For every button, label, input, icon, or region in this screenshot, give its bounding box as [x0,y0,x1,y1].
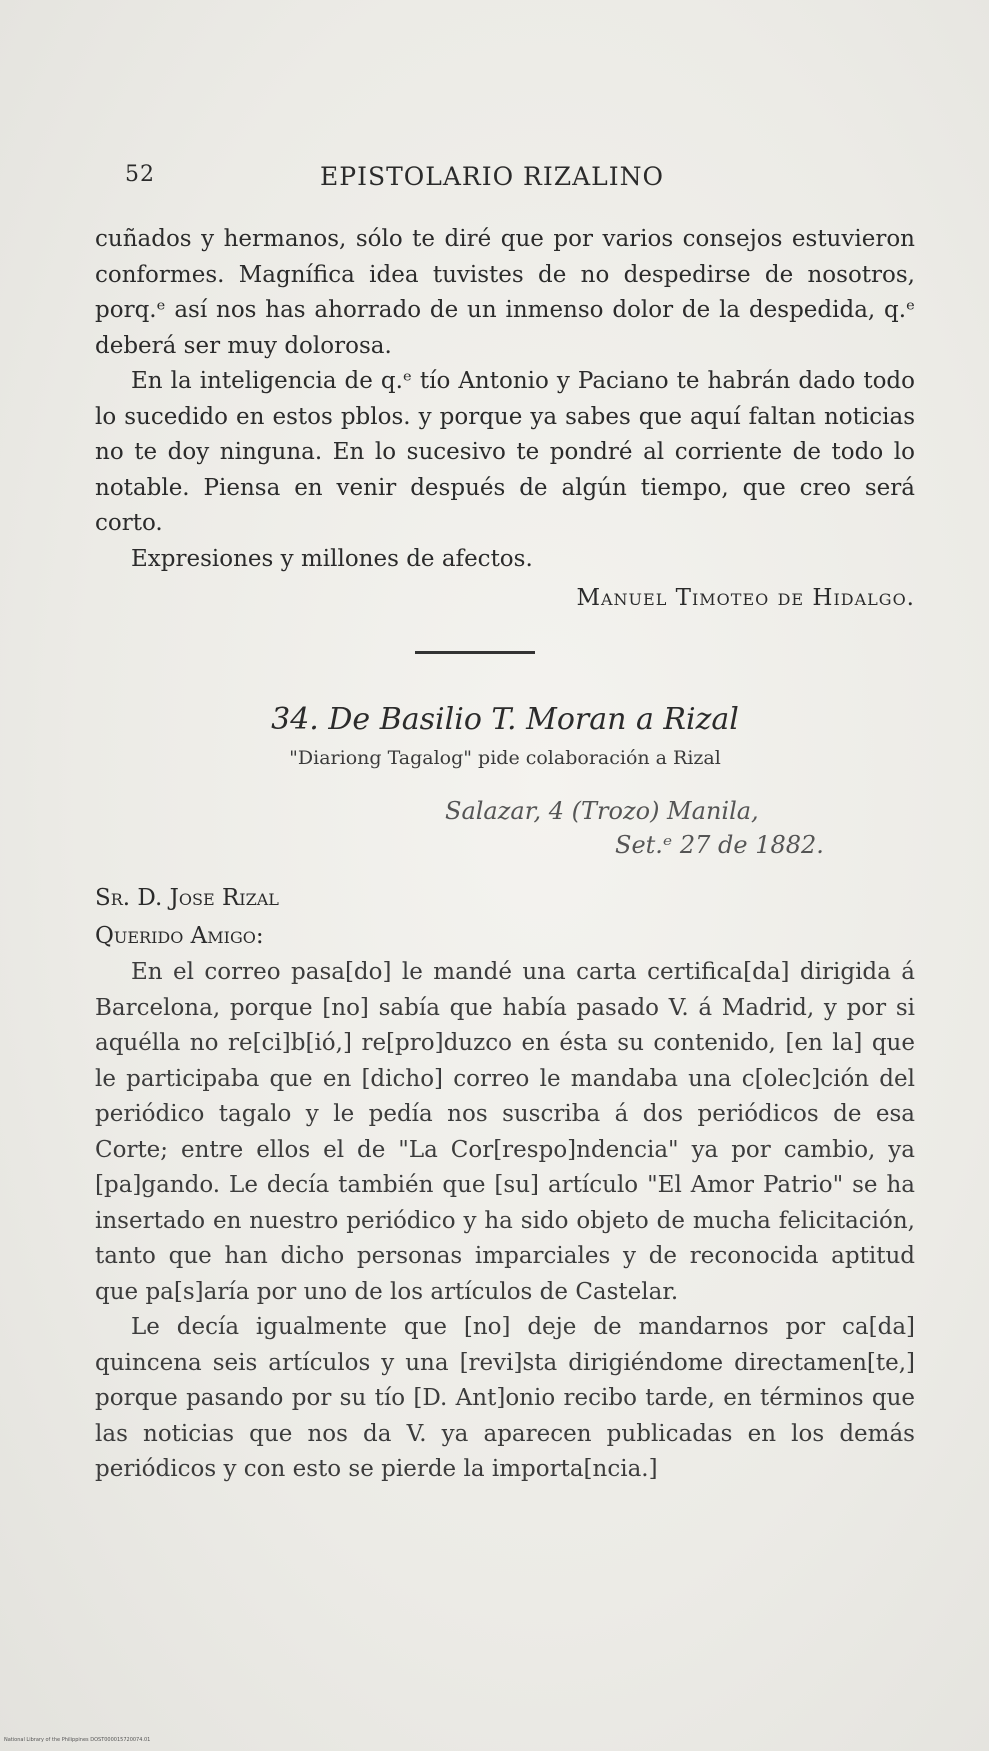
section-divider [415,651,535,654]
paragraph: En el correo pasa[do] le mandé una carta certifica[da] dirigida á Barcelona, porque [no] sabía que había pasado V. á Madrid, y por si aquélla no re[ci]b[ió,] re[pro]duzco en ésta su contenido, [en la] que le participaba que en [dicho] correo le mandaba una c[olec]ción del periódico tagalo y le pedía nos suscriba á dos periódicos de esa Corte; entre ellos el de "La Cor[respo]ndencia" ya por cambio, ya [pa]gando. Le decía también que [su] artículo "El Amor Patrio" se ha insertado en nuestro periódico y ha sido objeto de mucha felicitación, tanto que han dicho personas imparciales y de reconocida aptitud que pa[s]aría por uno de los artículos de Castelar. [95,959,915,1305]
page-number: 52 [125,162,155,187]
date-line-date: Set.ᵉ 27 de 1882. [615,831,824,859]
letter-body [95,955,915,1488]
scan-credit: National Library of the Philippines DOST000015720074.01 [4,1737,151,1743]
signature: Manuel Timoteo de Hidalgo. [576,585,915,611]
paragraph: cuñados y hermanos, sólo te diré que por varios consejos estuvieron conformes. Magnífica idea tuvistes de no despedirse de nosotros, porq.ᵉ así nos has ahorrado de un inmenso dolor de la despedida, q.ᵉ deberá ser muy dolorosa. [95,226,915,359]
running-title: EPISTOLARIO RIZALINO [320,162,665,191]
salutation: Querido Amigo: [95,923,264,949]
date-line-place: Salazar, 4 (Trozo) Manila, [445,797,759,825]
paragraph: Expresiones y millones de afectos. [131,545,533,572]
paragraph: En la inteligencia de q.ᵉ tío Antonio y Paciano te habrán dado todo lo sucedido en estos pblos. y porque ya sabes que aquí faltan noticias no te doy ninguna. En lo sucesivo te pondré al corriente de todo lo notable. Piensa en venir después de algún tiempo, que creo será corto. [95,368,915,536]
text-block [95,222,915,1488]
letter-title: 34. De Basilio T. Moran a Rizal [271,702,739,737]
paragraph: Le decía igualmente que [no] deje de mandarnos por ca[da] quincena seis artículos y una [revi]sta dirigiéndome directamen[te,] porque pasando por su tío [D. Ant]onio recibo tarde, en términos que las noticias que nos da V. ya aparecen publicadas en los demás periódicos y con esto se pierde la importa[ncia.] [95,1314,915,1482]
addressee: Sr. D. Jose Rizal [95,885,279,911]
letter-subtitle: "Diariong Tagalog" pide colaboración a Rizal [289,747,721,769]
